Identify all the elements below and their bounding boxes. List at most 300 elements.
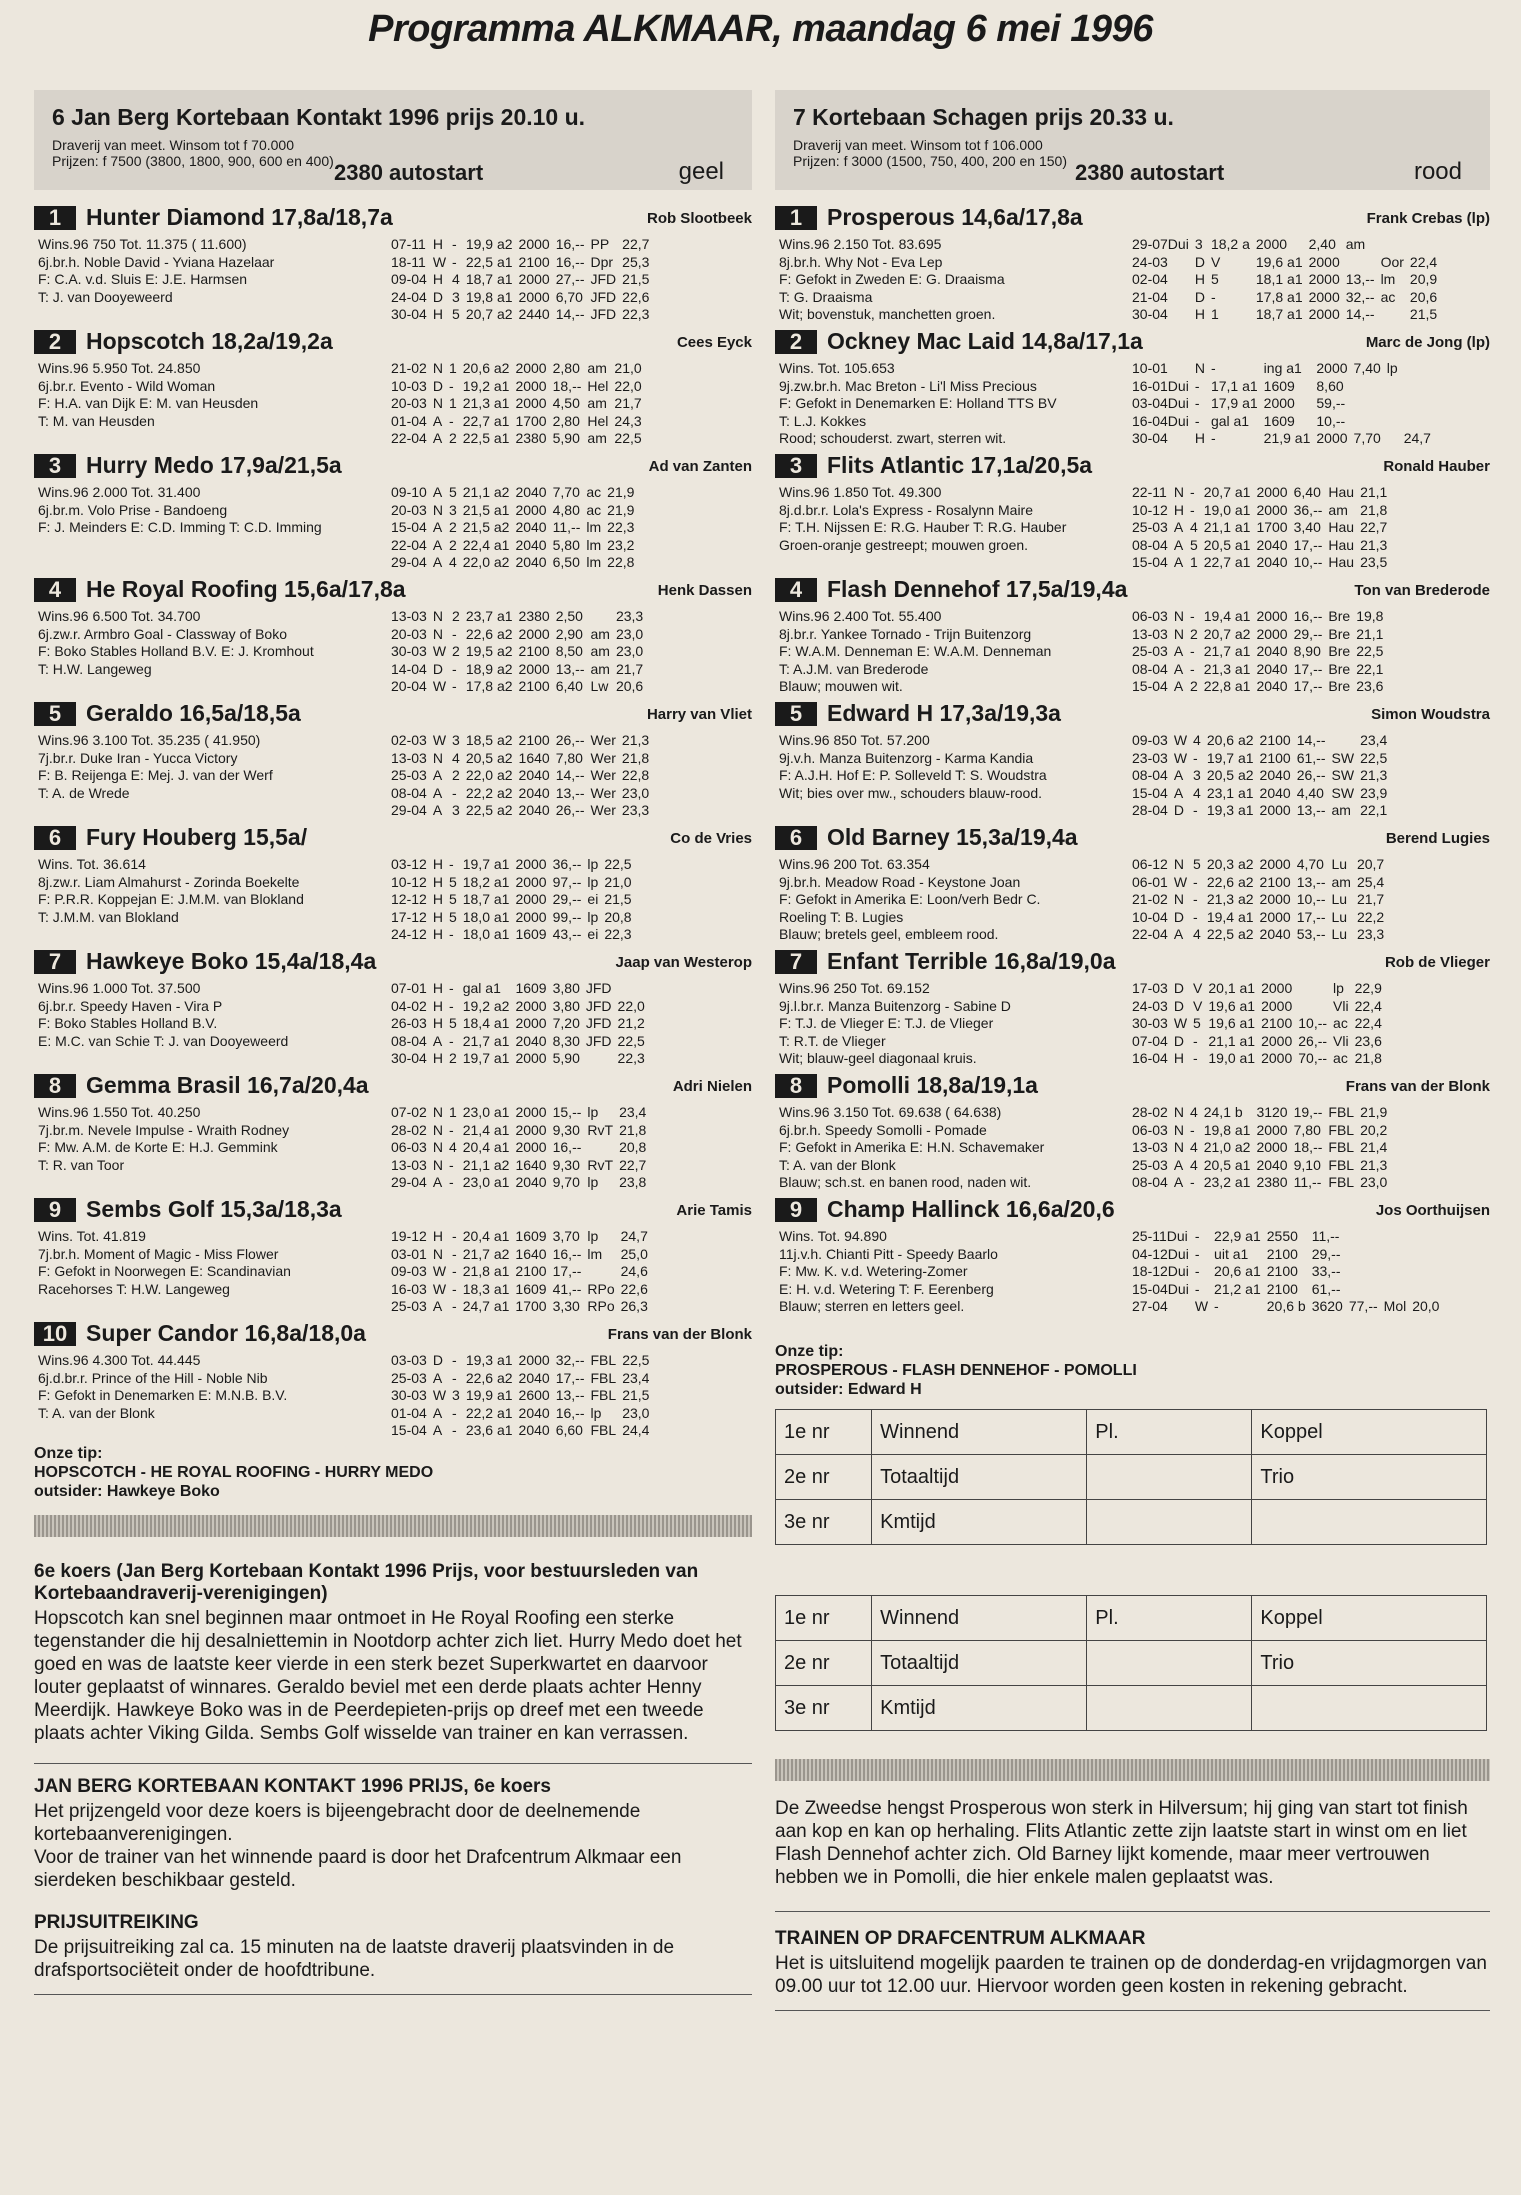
form-cell: Lu [1331,926,1348,942]
form-cell [1404,395,1437,413]
form-cell: 26-03 [391,1015,427,1031]
form-cell [1349,1228,1384,1246]
form-cell: 22,8 [607,554,635,570]
form-row [391,502,640,520]
form-cell: 25-03 [1132,643,1168,659]
grid-cell: 3e nr [776,1500,872,1545]
form-cell: 4 [1189,1139,1198,1155]
form-cell: 24-04 [391,288,427,305]
form-cell: N [432,1245,443,1262]
form-cell: 2 [1189,625,1198,642]
form-cell: 30-03 [391,643,427,659]
form-cell [1384,1228,1413,1246]
form-cell: 19,9 a1 [465,1387,513,1403]
horse-driver: Simon Woudstra [1371,706,1490,723]
form-row [1132,1139,1393,1157]
form-row [1132,802,1393,820]
form-cell: 43,-- [552,926,582,942]
horse-driver: Ton van Brederode [1354,582,1490,599]
form-cell: 19,5 a2 [465,643,513,659]
form-cell: 8,90 [1293,643,1321,659]
form-row [391,1263,654,1281]
horse-name: Hunter Diamond 17,8a/18,7a [86,204,393,230]
form-cell: 17,-- [555,1369,585,1386]
form-cell: 77,-- [1348,1298,1378,1314]
horse-number: 1 [34,206,76,230]
form-cell: - [1189,608,1195,624]
form-cell: 22-04 [1132,926,1168,942]
form-cell: 27-04 [1132,1298,1168,1314]
horse-info-line: F: C.A. v.d. Sluis E: J.E. Harmsen [38,271,248,287]
form-cell: 18,-- [1293,1139,1323,1155]
form-cell: 5 [1193,1015,1201,1031]
form-row [391,874,638,892]
form-cell: 18,0 a1 [462,908,510,925]
form-row [1132,626,1389,644]
form-cell: N [432,1121,443,1138]
form-cell: 28-04 [1132,802,1168,818]
horse-form [391,1352,655,1440]
form-cell: 2000 [515,377,547,394]
form-cell: 21,3 a1 [462,395,510,411]
horse-name: Ockney Mac Laid 14,8a/17,1a [827,328,1143,354]
form-cell: 2040 [1259,926,1291,942]
form-cell: 20-03 [391,395,427,411]
form-cell: 23,4 [1360,732,1388,748]
form-row [391,626,649,644]
form-row [391,856,638,874]
form-cell: am [1328,501,1348,518]
form-cell: ing a1 [1263,360,1302,376]
form-row [391,1015,651,1033]
form-cell: Wer [590,784,616,801]
form-cell: 2100 [1261,1015,1293,1031]
form-cell: 07-04 [1132,1032,1168,1049]
form-cell: W [1173,749,1188,766]
form-cell: 15,-- [552,1104,582,1120]
form-cell: 21,0 [614,360,642,376]
form-cell: 6,50 [552,554,580,570]
form-cell: 21,5 [1409,306,1438,322]
form-cell: 20,1 a1 [1208,980,1256,996]
form-cell: V [1193,980,1203,996]
horse-info-line: 7j.br.r. Duke Iran - Yucca Victory [38,749,238,766]
form-row [391,1033,651,1051]
form-cell: 3 [1194,236,1203,252]
form-cell: - [448,412,454,429]
form-cell: 10-01 [1132,360,1168,376]
form-cell: 20,7 a2 [1203,625,1251,642]
form-cell: 22,2 [1356,908,1385,925]
horse-name: Hawkeye Boko 15,4a/18,4a [86,948,377,974]
form-cell: 23,3 [1356,926,1385,942]
form-cell: 2040 [515,519,547,535]
form-cell: A [1173,926,1184,942]
form-cell: lp [1333,980,1344,996]
form-cell: 2380 [518,608,550,624]
horse-info-line: 8j.br.h. Why Not - Eva Lep [779,253,943,270]
form-cell: 21,7 a1 [1203,643,1251,659]
form-cell: - [452,1422,457,1438]
form-row [391,378,648,396]
form-cell: 2000 [515,1015,547,1031]
form-cell: 10-03 [391,377,427,394]
form-cell: 24,7 [1403,430,1431,446]
horse-info-line: Wins. Tot. 36.614 [38,856,146,872]
grid-cell: Winnend [872,1596,1087,1641]
horse-info [779,608,1109,696]
form-cell: - [1189,501,1195,518]
form-row [391,554,640,572]
horse-info-line: Blauw; sch.st. en banen rood, naden wit. [779,1174,1032,1190]
tip-block [34,1444,752,1501]
horse-info-line: 6j.zw.r. Armbro Goal - Classway of Boko [38,625,287,642]
horse-info [38,980,368,1050]
horse-info-line: T: J. van Dooyeweerd [38,288,173,305]
form-row [391,1139,652,1157]
form-cell: FBL [1328,1104,1355,1120]
horse-info-line: 6j.br.h. Noble David - Yviana Hazelaar [38,253,275,270]
form-cell: 18-12Dui [1132,1263,1189,1279]
form-cell: 21,7 [615,660,644,677]
form-cell: 2000 [515,856,547,872]
form-cell: 2440 [518,306,550,322]
form-cell: 21,4 [1360,1139,1388,1155]
form-cell [1412,1263,1445,1281]
form-cell: - [452,1245,457,1262]
horse-info-line: Wins.96 1.000 Tot. 37.500 [38,980,201,996]
form-cell: H [1173,501,1184,518]
form-cell: 20,5 a2 [1206,767,1254,783]
horse-form [1132,1228,1445,1316]
horse-info-line: 9j.zw.br.h. Mac Breton - Li'l Miss Precious [779,377,1037,394]
form-row [391,1228,654,1246]
form-row [1132,678,1389,696]
form-cell: 3,80 [552,980,580,996]
horse-number: 3 [34,454,76,478]
form-cell: 4 [1189,1156,1198,1173]
form-cell: 2380 [1256,1174,1288,1190]
horse-entry [775,1072,1490,1190]
form-cell: 2040 [1256,643,1288,659]
form-cell: N [432,625,443,642]
form-cell: 9,30 [552,1121,580,1138]
form-row [1132,413,1437,431]
form-cell: 21,9 [1360,1104,1388,1120]
race-title: 6 Jan Berg Kortebaan Kontakt 1996 prijs 20.10 u. [52,104,586,130]
form-cell: ac [586,501,602,518]
form-cell: ei [587,926,599,942]
form-cell: 2000 [1256,501,1288,518]
horse-info-line: Wins.96 4.300 Tot. 44.445 [38,1352,201,1368]
form-cell: 2380 [515,430,547,446]
form-cell: 10-12 [391,873,427,890]
form-cell: lp [587,856,599,872]
horse-info-line: T: G. Draaisma [779,288,873,305]
form-cell: A [432,1404,443,1421]
form-row [391,643,649,661]
form-cell: 24-12 [391,926,427,942]
form-cell: 2000 [1256,1121,1288,1138]
form-cell: 21,5 [604,891,632,907]
form-cell: H [1194,271,1205,287]
horse-form [391,856,638,944]
form-cell: 25-03 [391,1298,427,1314]
form-cell: 3 [452,732,460,748]
form-cell: 1640 [515,1245,547,1262]
form-cell: Hel [587,377,609,394]
form-cell: FBL [590,1369,617,1386]
form-cell: 25,4 [1356,873,1385,890]
form-cell [1387,413,1404,431]
form-cell: - [1189,1174,1195,1190]
form-cell: lp [1386,360,1398,376]
form-cell: 20,3 a2 [1206,856,1254,872]
form-cell: 1700 [515,412,547,429]
form-cell: A [432,1032,443,1049]
form-cell: 24,6 [620,1263,648,1279]
form-cell: 18,4 a1 [462,1015,510,1031]
grid-cell: Koppel [1252,1410,1487,1455]
horse-info-line: F: W.A.M. Denneman E: W.A.M. Denneman [779,643,1052,659]
tip-text: PROSPEROUS - FLASH DENNEHOF - POMOLLI [775,1362,1137,1379]
form-cell: 22,5 [617,1032,645,1049]
horse-info-line: T: H.W. Langeweg [38,660,152,677]
form-cell: - [452,625,457,642]
form-cell: 22,3 [622,306,650,322]
form-cell: 11,-- [1293,1174,1322,1190]
grid-cell: Kmtijd [872,1686,1087,1731]
form-cell: 29-04 [391,554,427,570]
form-cell: W [432,732,447,748]
form-cell: 23,3 [615,608,644,624]
horse-info-line: E: M.C. van Schie T: J. van Dooyeweerd [38,1032,289,1049]
form-cell: 23,5 [1360,554,1388,570]
form-cell: 4 [1189,519,1198,535]
horse-info [38,732,368,802]
grid-cell: Koppel [1252,1596,1487,1641]
form-cell: 20-03 [391,625,427,642]
form-cell: 1 [448,1104,457,1120]
form-cell: A [1173,643,1184,659]
horse-info-line: 8j.zw.r. Liam Almahurst - Zorinda Boekelte [38,873,300,890]
form-cell: 26,-- [1296,767,1326,783]
horse-info-line: Wins. Tot. 105.653 [779,360,895,376]
horse-driver: Harry van Vliet [646,706,752,723]
form-cell: N [1173,1121,1184,1138]
form-cell: am [1345,236,1366,252]
horse-info-line: T: A. de Wrede [38,784,130,801]
form-cell: 3120 [1256,1104,1288,1120]
horse-info-line: Blauw; mouwen wit. [779,678,903,694]
form-cell: - [452,1263,457,1279]
form-cell: 10,-- [1293,554,1323,570]
form-cell: D [432,288,443,305]
form-cell: 2000 [1256,625,1288,642]
form-cell: A [432,784,443,801]
form-cell: - [448,980,454,996]
form-row [391,395,648,413]
form-cell: 06-01 [1132,873,1168,890]
form-cell [1387,395,1404,413]
article-text: Hopscotch kan snel beginnen maar ontmoet in He Royal Roofing een sterke tegenstander die hij desalniettemin in Nootdorp achter zich liet. Hurry Medo doet het goed en was de laatste keer vierde in een sterk bezet Superkwartet en daarvoor louter geplaatst of winnares. Geraldo beviel met een derde plaats achter Henny Meerdijk. Hawkeye Boko was in de Peerdepieten-prijs op dreef met een tweede plaats achter Viking Gilda. Sembs Golf wisselde van trainer en kan verrassen. [34,1608,742,1744]
form-cell: 30-04 [391,1050,427,1066]
form-cell: 20,6 a2 [1206,732,1254,748]
form-row [1132,306,1443,324]
form-cell: 07-01 [391,980,427,996]
form-cell: 20,6 [1409,288,1438,305]
horse-info-line: F: A.J.H. Hof E: P. Solleveld T: S. Woudstra [779,767,1047,783]
horse-info-line: F: T.J. de Vlieger E: T.J. de Vlieger [779,1015,994,1031]
train-title: TRAINEN OP DRAFCENTRUM ALKMAAR [775,1928,1146,1949]
form-row [391,661,649,679]
form-cell: Hau [1328,536,1355,553]
form-cell: 24,3 [614,412,642,429]
form-cell: H [432,1015,443,1031]
form-cell: - [452,1352,457,1368]
form-cell: 10,-- [1296,891,1326,907]
form-cell: 3,80 [552,997,580,1014]
form-cell: 2,80 [552,360,580,376]
form-cell: A [432,1298,443,1314]
form-cell: 18,-- [552,377,582,394]
form-cell: 21,0 a2 [1203,1139,1251,1155]
form-cell: 3 [452,288,460,305]
form-cell: 27,-- [555,271,585,287]
form-cell: D [432,660,443,677]
form-cell: 13,-- [1345,271,1375,287]
form-row [1132,289,1443,307]
form-cell: 2100 [1266,1280,1298,1297]
form-row [391,678,649,696]
horse-number: 6 [34,826,76,850]
form-cell: 13,-- [555,660,585,677]
form-cell: W [1173,1015,1188,1031]
horse-entry [775,328,1490,446]
form-cell: 07-11 [391,236,426,252]
form-cell: - [452,1369,457,1386]
horse-driver: Jaap van Westerop [615,954,752,971]
article-text: De Zweedse hengst Prosperous won sterk in Hilversum; hij ging van start tot finish aan kop en kan op herhaling. Flits Atlantic zette zijn laatste start in winst om en liet Flash Dennehof achter zich. Old Barney lijkt komende, maar meer vertrouwen hebben we in Pomolli, die hier enkele malen geplaatst was. [775,1798,1468,1888]
grid-cell [1252,1686,1487,1731]
race-prizes: Prijzen: f 7500 (3800, 1800, 900, 600 en 400) [52,153,334,169]
form-cell: 15-04 [1132,554,1168,570]
horse-info-line: Wins.96 1.850 Tot. 49.300 [779,484,942,500]
form-cell: 25-11Dui [1132,1228,1188,1244]
form-cell: 22,6 [622,288,650,305]
form-cell: 13-03 [1132,1139,1168,1155]
form-row [391,254,655,272]
form-cell: 2000 [1261,1032,1293,1049]
horse-number: 4 [775,578,817,602]
grid-cell: 1e nr [776,1410,872,1455]
form-cell: 2000 [1256,484,1288,500]
form-cell: 24,7 [620,1228,648,1244]
horse-number: 9 [34,1198,76,1222]
form-cell: 2040 [1256,1156,1288,1173]
form-row [1132,254,1443,272]
form-cell: 33,-- [1311,1263,1341,1279]
form-cell: 2 [452,767,460,783]
form-cell: 20,8 [619,1139,647,1155]
horse-form [1132,484,1393,572]
form-cell: 18,3 a1 [462,1280,510,1297]
horse-form [1132,732,1393,820]
form-cell: 08-04 [391,784,427,801]
horse-name: Hurry Medo 17,9a/21,5a [86,452,342,478]
award-text: De prijsuitreiking zal ca. 15 minuten na de laatste draverij plaatsvinden in de drafsportsociëteit onder de hoofdtribune. [34,1937,675,1981]
form-cell: 18,7 a1 [462,891,510,907]
form-cell: 2100 [518,732,550,748]
form-row [391,1352,655,1370]
form-cell: 09-03 [1132,732,1168,748]
form-cell: A [432,519,443,535]
form-cell: 19,6 a1 [1208,1015,1256,1031]
form-cell: RPo [587,1298,615,1314]
form-cell: 19,7 a1 [1206,749,1254,766]
form-cell: - [452,1280,457,1297]
grid-row [776,1686,1487,1731]
horse-number: 3 [775,454,817,478]
form-cell: 22,5 a2 [465,802,513,818]
form-cell: 2100 [1259,749,1291,766]
horse-info-line: Wins.96 2.400 Tot. 55.400 [779,608,942,624]
form-cell: - [1210,360,1216,376]
form-cell: 3620 [1311,1298,1343,1314]
form-cell: Hau [1328,519,1355,535]
form-row [1132,1122,1393,1140]
form-cell: 9,30 [552,1156,580,1173]
form-cell: W [432,1263,447,1279]
form-cell: 21,5 a2 [462,519,510,535]
grid-cell: Kmtijd [872,1500,1087,1545]
form-cell [1354,413,1387,431]
form-cell: 23,1 a1 [1206,784,1254,801]
form-row [1132,1157,1393,1175]
form-cell: 4 [452,749,460,766]
horse-driver: Arie Tamis [676,1202,752,1219]
form-cell: - [452,678,457,694]
form-cell: D [1173,908,1184,925]
form-cell: 03-03 [391,1352,427,1368]
form-cell: 4,40 [1296,784,1324,801]
horse-number: 5 [34,702,76,726]
form-cell: 21,9 [607,501,635,518]
form-cell: 21,7 a2 [462,1245,510,1262]
horse-info [779,980,1109,1068]
form-row [391,608,649,626]
form-row [391,1050,651,1068]
divider-bar [34,1515,752,1537]
form-cell: 8,60 [1316,377,1344,394]
form-cell: 19,7 a1 [462,1050,510,1066]
form-row [391,926,638,944]
form-cell: 16,-- [555,236,585,252]
form-cell: 16,-- [555,1404,585,1421]
horse-name: Flits Atlantic 17,1a/20,5a [827,452,1093,478]
form-row [391,1122,652,1140]
form-cell: 09-03 [391,1263,427,1279]
form-cell: - [1193,908,1198,925]
grid-row [776,1410,1487,1455]
horse-info-line: Wins. Tot. 94.890 [779,1228,887,1244]
form-cell: - [1194,377,1200,394]
horse-info-line: 6j.d.br.r. Prince of the Hill - Noble Nib [38,1369,268,1386]
form-cell: - [1194,412,1200,429]
form-cell: 2000 [1316,430,1348,446]
form-cell: ac [586,484,602,500]
form-row [1132,519,1393,537]
